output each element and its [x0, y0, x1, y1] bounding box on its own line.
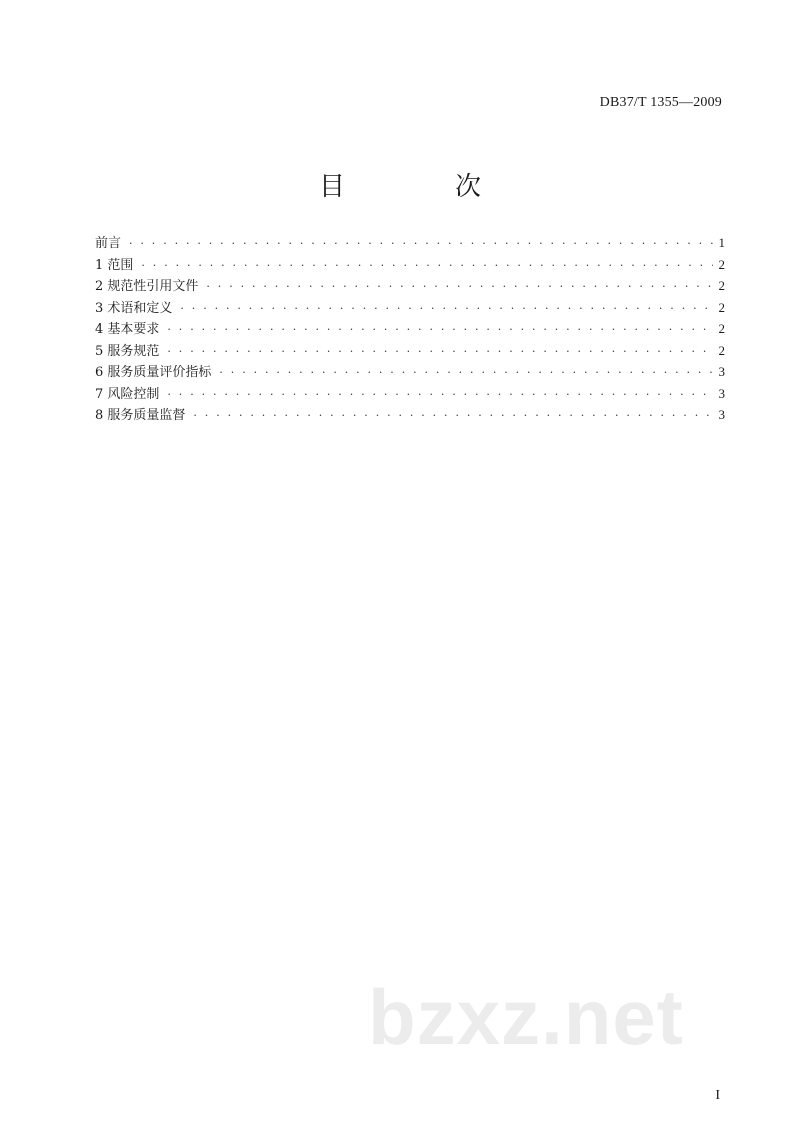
toc-entry-page: 2	[718, 342, 725, 358]
toc-entry-label: 7 风险控制	[95, 386, 160, 402]
toc-leader	[141, 255, 712, 277]
toc-entry-foreword[interactable]	[95, 232, 725, 254]
page-number: I	[715, 1088, 720, 1103]
toc-entry-page: 2	[718, 256, 725, 272]
toc-leader	[219, 362, 712, 384]
standard-code: DB37/T 1355—2009	[599, 95, 722, 110]
toc-entry-scope[interactable]	[95, 254, 725, 276]
toc-entry-label: 2 规范性引用文件	[95, 279, 199, 294]
watermark: bzxz.net	[368, 973, 684, 1061]
toc-entry-page: 1	[718, 235, 725, 250]
toc-entry-service-specification[interactable]	[95, 340, 725, 362]
toc-entry-risk-control[interactable]	[95, 383, 725, 405]
toc-leader	[167, 384, 712, 406]
toc-entry-quality-supervision[interactable]	[95, 404, 725, 426]
toc-entry-basic-requirements[interactable]	[95, 318, 725, 340]
toc-entry-label: 1 范围	[95, 257, 134, 273]
toc-entry-page: 3	[718, 407, 725, 422]
toc-leader	[129, 233, 712, 255]
toc-leader	[167, 319, 712, 341]
toc-entry-label: 8 服务质量监督	[95, 408, 186, 423]
toc-entry-page: 2	[718, 278, 725, 293]
toc-leader	[193, 405, 712, 427]
toc-entry-label: 3 术语和定义	[95, 300, 173, 316]
toc-entry-label: 前言	[95, 236, 122, 251]
toc-entry-quality-evaluation[interactable]	[95, 361, 725, 383]
toc-entry-terms-definitions[interactable]	[95, 297, 725, 319]
toc-entry-label: 5 服务规范	[95, 343, 160, 359]
toc-entry-normative-references[interactable]	[95, 275, 725, 297]
toc-leader	[180, 298, 712, 320]
toc-entry-page: 3	[718, 385, 725, 401]
toc-entry-page: 2	[718, 321, 725, 336]
toc-leader	[206, 276, 712, 298]
toc-entry-page: 3	[718, 364, 725, 379]
toc-entry-label: 4 基本要求	[95, 322, 160, 337]
toc-entry-page: 2	[718, 299, 725, 315]
toc-entry-label: 6 服务质量评价指标	[95, 365, 212, 380]
table-of-contents	[95, 232, 725, 426]
toc-title: 目 次	[318, 172, 523, 202]
toc-leader	[167, 341, 712, 363]
